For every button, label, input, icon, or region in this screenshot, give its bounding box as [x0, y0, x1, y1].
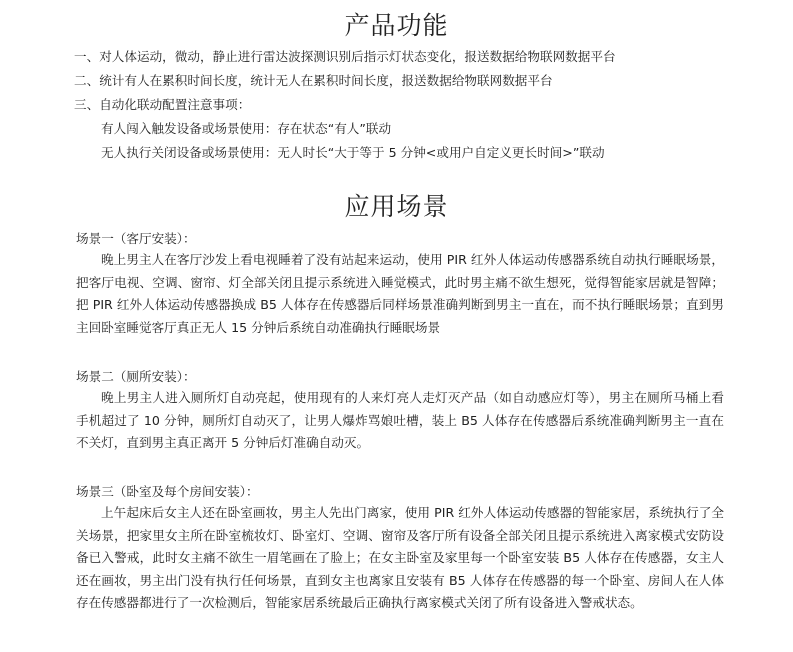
feature-item-1: 一、对人体运动，微动，静止进行雷达波探测识别后指示灯状态变化，报送数据给物联网数据平台: [74, 49, 616, 64]
scenario-2-heading: 场景二（厕所安装）：: [76, 369, 196, 384]
feature-item-3: 三、自动化联动配置注意事项：: [74, 97, 251, 112]
scenario-1-body: 晚上男主人在客厅沙发上看电视睡着了没有站起来运动，使用 PIR 红外人体运动传感器系统自动执行睡眠场景，把客厅电视、空调、窗帘、灯全部关闭且提示系统进入睡觉模式，此时男主痛不欲生想死，觉得智能家居就是智障；把 PIR 红外人体运动传感器换成 B5 人体存在传感器后同样场景准确判断到男主一直在，而不执行睡眠场景；直到男主回卧室睡觉客厅真正无人 15 分钟后系统自动准确执行睡眠场景: [76, 252, 724, 335]
scenario-3-heading: 场景三（卧室及每个房间安装）：: [76, 484, 259, 499]
scenario-3-body: 上午起床后女主人还在卧室画妆，男主人先出门离家，使用 PIR 红外人体运动传感器的智能家居，系统执行了全关场景，把家里女主所在卧室梳妆灯、卧室灯、空调、窗帘及客厅所有设备全部关闭且提示系统进入离家模式安防设备已入警戒，此时女主痛不欲生一眉笔画在了脸上；在女主卧室及家里每一个卧室安装 B5 人体存在传感器，女主人还在画妆，男主出门没有执行任何场景，直到女主也离家且安装有 B5 人体存在传感器的每一个卧室、房间人在人体存在传感器都进行了一次检测后，智能家居系统最后正确执行离家模式关闭了所有设备进入警戒状态。: [76, 505, 724, 610]
scenario-2-body: 晚上男主人进入厕所灯自动亮起，使用现有的人来灯亮人走灯灭产品（如自动感应灯等），男主在厕所马桶上看手机超过了 10 分钟，厕所灯自动灭了，让男人爆炸骂娘吐槽，装上 B5 人体存在传感器后系统准确判断男主一直在不关灯，直到男主真正离开 5 分钟后灯准确自动灭。: [76, 390, 724, 450]
scenarios-title: 应用场景: [344, 192, 449, 221]
features-title: 产品功能: [344, 11, 449, 40]
feature-subitem-1: 有人闯入触发设备或场景使用：存在状态“有人”联动: [101, 121, 392, 136]
scenario-1-heading: 场景一（客厅安装）：: [76, 231, 196, 246]
feature-subitem-2: 无人执行关闭设备或场景使用：无人时长“大于等于 5 分钟<或用户自定义更长时间>”联动: [101, 145, 605, 160]
feature-item-2: 二、统计有人在累积时间长度，统计无人在累积时间长度，报送数据给物联网数据平台: [74, 73, 553, 88]
